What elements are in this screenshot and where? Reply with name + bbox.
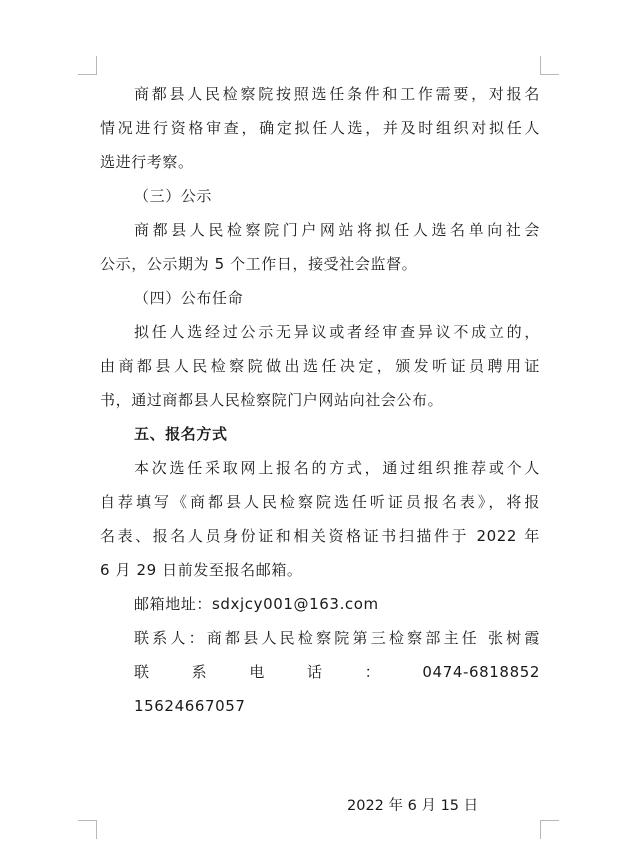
body-line: 名表、报名人员身份证和相关资格证书扫描件于 2022 年 — [100, 527, 540, 545]
body-line: 商都县人民检察院门户网站将拟任人选名单向社会 — [134, 221, 540, 239]
crop-mark-bottom-right — [540, 820, 559, 839]
body-line: 本次选任采取网上报名的方式，通过组织推荐或个人 — [134, 459, 540, 477]
body-line: 拟任人选经过公示无异议或者经审查异议不成立的， — [134, 323, 540, 341]
body-line: 自荐填写《商都县人民检察院选任听证员报名表》，将报 — [100, 493, 540, 511]
body-line: 选进行考察。 — [100, 153, 194, 171]
crop-mark-top-left — [78, 56, 97, 75]
crop-mark-bottom-left — [78, 820, 97, 839]
crop-mark-top-right — [540, 56, 559, 75]
email-line: 邮箱地址：sdxjcy001@163.com — [134, 595, 379, 613]
body-line: 公示，公示期为 5 个工作日，接受社会监督。 — [100, 255, 418, 273]
phone-number-line: 15624667057 — [134, 697, 246, 715]
contact-person-line: 联系人：商都县人民检察院第三检察部主任 张树霞 — [134, 629, 540, 647]
phone-line: 联 系 电 话 ： 0474-6818852 — [134, 663, 540, 681]
body-line: 情况进行资格审查，确定拟任人选，并及时组织对拟任人 — [100, 119, 540, 137]
document-date: 2022 年 6 月 15 日 — [347, 798, 479, 814]
body-line: 6 月 29 日前发至报名邮箱。 — [100, 561, 303, 579]
section-heading: （三）公示 — [134, 187, 213, 205]
body-line: 商都县人民检察院按照选任条件和工作需要，对报名 — [134, 85, 540, 103]
section-heading: （四）公布任命 — [134, 289, 244, 307]
section-heading: 五、报名方式 — [134, 425, 228, 443]
body-line: 由商都县人民检察院做出选任决定，颁发听证员聘用证 — [100, 357, 540, 375]
body-line: 书，通过商都县人民检察院门户网站向社会公布。 — [100, 391, 444, 409]
